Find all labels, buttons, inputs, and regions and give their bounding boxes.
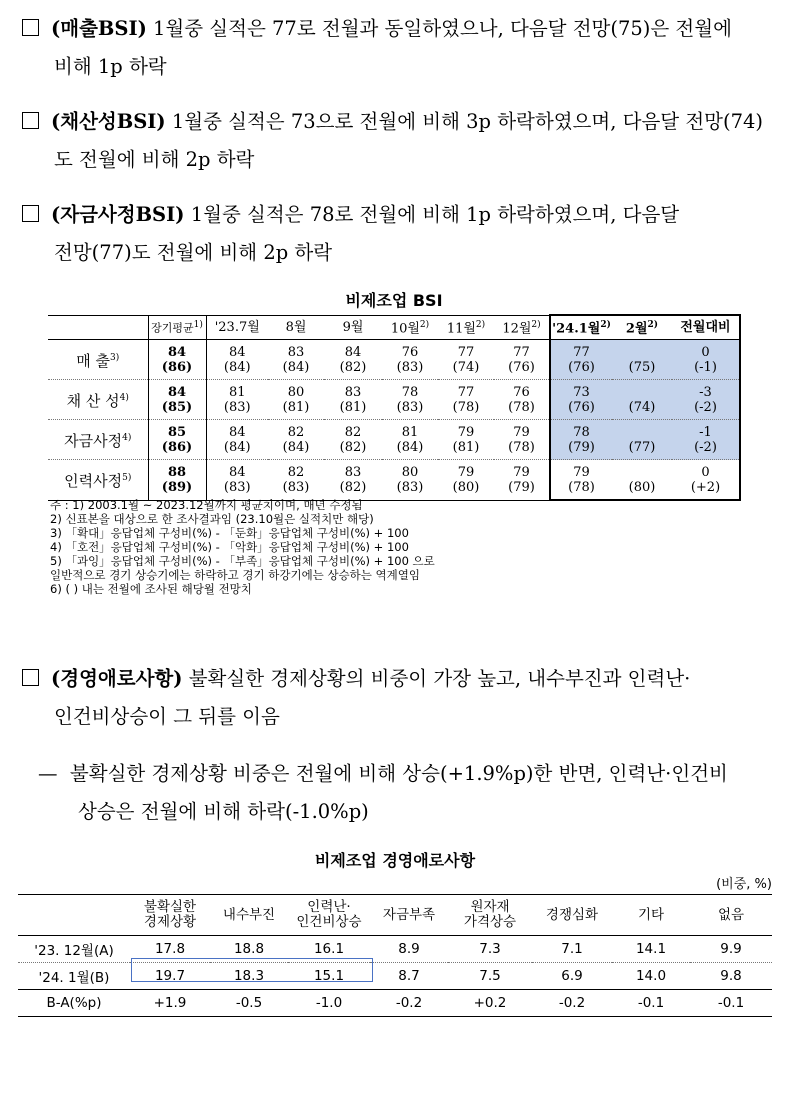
mgmt-cell: 18.8 [210, 936, 288, 963]
bsi-header-row [48, 315, 740, 340]
bsi-cell: 83 (81) [324, 380, 382, 420]
dash-marker: — [38, 762, 58, 785]
mgmt-col-header: 경쟁심화 [532, 895, 612, 936]
mgmt-cell: 17.8 [130, 936, 210, 963]
mgmt-row-label: '23. 12월(A) [18, 936, 130, 963]
mgmt-cell: 15.1 [288, 963, 370, 990]
mgmt-cell: -0.1 [612, 990, 690, 1017]
bsi-cell: 84 (83) [206, 460, 268, 501]
checkbox-square-icon [22, 669, 39, 686]
note-line: 3) 「확대」응답업체 구성비(%) - 「둔화」응답업체 구성비(%) + 100 [50, 526, 409, 540]
paragraph-text-cont: 인건비상승이 그 뒤를 이음 [54, 705, 280, 728]
col-header: 전월대비 [672, 315, 740, 340]
col-header: 10월$^{2)}$ [382, 315, 438, 340]
mgmt-cell: 14.0 [612, 963, 690, 990]
checkbox-square-icon [22, 205, 39, 222]
mgmt-cell: -1.0 [288, 990, 370, 1017]
bsi-cell: 80 (81) [268, 380, 324, 420]
col-header: 11월$^{2)}$ [438, 315, 494, 340]
bsi-row [48, 420, 740, 460]
bsi-cell-longterm: 84 (86) [148, 340, 206, 380]
bsi-cell: 80 (83) [382, 460, 438, 501]
col-header: '24.1월$^{2)}$ [550, 315, 612, 340]
col-header: 8월 [268, 315, 324, 340]
mgmt-cell: 16.1 [288, 936, 370, 963]
note-line: 2) 신표본을 대상으로 한 조사결과임 (23.10월은 실적치만 해당) [50, 512, 374, 526]
mgmt-cell: 8.7 [370, 963, 448, 990]
bsi-cell: 81 (83) [206, 380, 268, 420]
bsi-cell: 84 (84) [206, 340, 268, 380]
mgmt-row-label: B-A(%p) [18, 990, 130, 1017]
mgmt-cell: 6.9 [532, 963, 612, 990]
mgmt-cell: 7.3 [448, 936, 532, 963]
bsi-cell: 79 (78) [494, 420, 550, 460]
paragraph-management-issues [18, 660, 786, 736]
paragraph-text-cont: 도 전월에 비해 2p 하락 [54, 148, 255, 171]
checkbox-square-icon [22, 112, 39, 129]
mgmt-cell: 7.1 [532, 936, 612, 963]
bsi-row-label: 채 산 성$^{4)}$ [48, 380, 148, 420]
bsi-cell: -3 (-2) [672, 380, 740, 420]
bsi-cell: 77 (76) [550, 340, 612, 380]
mgmt-col-header: 불확실한 경제상황 [130, 895, 210, 936]
bsi-row [48, 380, 740, 420]
bsi-cell: 77 (78) [438, 380, 494, 420]
bsi-cell: 77 (76) [494, 340, 550, 380]
bsi-cell: 0 (+2) [672, 460, 740, 501]
mgmt-header-row [18, 895, 772, 936]
dash-text: 불확실한 경제상황 비중은 전월에 비해 상승(+1.9%p)한 반면, 인력난·인건비 [69, 762, 728, 785]
dash-paragraph [38, 755, 786, 831]
paragraph-text-cont: 전망(77)도 전월에 비해 2p 하락 [54, 241, 333, 264]
note-line: 6) ( ) 내는 전월에 조사된 해당월 전망치 [50, 582, 252, 596]
bsi-cell-longterm: 85 (86) [148, 420, 206, 460]
bsi-cell: 84 (84) [206, 420, 268, 460]
mgmt-row [18, 990, 772, 1017]
bsi-table [48, 314, 741, 501]
paragraph-label: (경영애로사항) [51, 667, 183, 690]
bsi-cell: 83 (84) [268, 340, 324, 380]
mgmt-col-header: 원자재 가격상승 [448, 895, 532, 936]
bsi-row-label: 자금사정$^{4)}$ [48, 420, 148, 460]
paragraph-text: 1월중 실적은 73으로 전월에 비해 3p 하락하였으며, 다음달 전망(74) [171, 110, 764, 133]
bsi-cell: (80) [612, 460, 672, 501]
bsi-cell: 76 (83) [382, 340, 438, 380]
mgmt-cell: 9.9 [690, 936, 772, 963]
bsi-cell: (77) [612, 420, 672, 460]
bsi-cell: 79 (79) [494, 460, 550, 501]
bsi-cell: 79 (80) [438, 460, 494, 501]
mgmt-col-header: 내수부진 [210, 895, 288, 936]
paragraph-label: (매출BSI) [51, 17, 147, 40]
paragraph-text-cont: 비해 1p 하락 [54, 55, 167, 78]
paragraph-text: 1월중 실적은 78로 전월에 비해 1p 하락하였으며, 다음달 [190, 203, 680, 226]
bsi-row-label: 매 출$^{3)}$ [48, 340, 148, 380]
paragraph-text: 불확실한 경제상황의 비중이 가장 높고, 내수부진과 인력난· [188, 667, 691, 690]
note-line: 5) 「과잉」응답업체 구성비(%) - 「부족」응답업체 구성비(%) + 100 으로 [50, 554, 435, 568]
bsi-cell: 82 (84) [268, 420, 324, 460]
bsi-cell-longterm: 84 (85) [148, 380, 206, 420]
paragraph-funding-bsi [18, 196, 786, 272]
bsi-row [48, 340, 740, 380]
paragraph-text: 1월중 실적은 77로 전월과 동일하였으나, 다음달 전망(75)은 전월에 [153, 17, 732, 40]
paragraph-profit-bsi [18, 103, 786, 179]
bsi-cell: 79 (78) [550, 460, 612, 501]
bsi-cell: 83 (82) [324, 460, 382, 501]
col-header: '23.7월 [206, 315, 268, 340]
mgmt-col-header: 자금부족 [370, 895, 448, 936]
bsi-cell: 82 (82) [324, 420, 382, 460]
bsi-cell: 84 (82) [324, 340, 382, 380]
col-header: 9월 [324, 315, 382, 340]
checkbox-square-icon [22, 19, 39, 36]
col-header-longterm: 장기평균$^{1)}$ [148, 315, 206, 340]
bsi-cell: -1 (-2) [672, 420, 740, 460]
mgmt-cell: 9.8 [690, 963, 772, 990]
mgmt-cell: 18.3 [210, 963, 288, 990]
mgmt-cell: 14.1 [612, 936, 690, 963]
col-header: 2월$^{2)}$ [612, 315, 672, 340]
mgmt-table-title: 비제조업 경영애로사항 [314, 851, 476, 870]
bsi-cell: 76 (78) [494, 380, 550, 420]
mgmt-table [18, 894, 772, 1017]
mgmt-cell: -0.2 [532, 990, 612, 1017]
bsi-cell: 0 (-1) [672, 340, 740, 380]
mgmt-col-header: 없음 [690, 895, 772, 936]
bsi-cell: (74) [612, 380, 672, 420]
bsi-cell: 77 (74) [438, 340, 494, 380]
mgmt-cell: 19.7 [130, 963, 210, 990]
mgmt-cell: 7.5 [448, 963, 532, 990]
dash-text-cont: 상승은 전월에 비해 하락(-1.0%p) [78, 800, 369, 823]
paragraph-label: (자금사정BSI) [51, 203, 185, 226]
mgmt-col-header: 인력난· 인건비상승 [288, 895, 370, 936]
mgmt-row-label: '24. 1월(B) [18, 963, 130, 990]
note-line: 일반적으로 경기 상승기에는 하락하고 경기 하강기에는 상승하는 역계열임 [50, 568, 420, 582]
mgmt-cell: -0.2 [370, 990, 448, 1017]
highlight-box [131, 958, 373, 982]
bsi-cell: 82 (83) [268, 460, 324, 501]
bsi-cell: 78 (79) [550, 420, 612, 460]
mgmt-cell: 8.9 [370, 936, 448, 963]
bsi-table-notes [50, 498, 435, 596]
bsi-cell: 81 (84) [382, 420, 438, 460]
bsi-cell: 73 (76) [550, 380, 612, 420]
bsi-row-label: 인력사정$^{5)}$ [48, 460, 148, 501]
bsi-cell: 79 (81) [438, 420, 494, 460]
mgmt-col-header: 기타 [612, 895, 690, 936]
note-line: 4) 「호전」응답업체 구성비(%) - 「악화」응답업체 구성비(%) + 100 [50, 540, 409, 554]
note-line: 주 : 1) 2003.1월 ~ 2023.12월까지 평균치이며, 매년 수정됨 [50, 498, 363, 512]
bsi-table-title: 비제조업 BSI [345, 291, 443, 310]
bsi-cell: (75) [612, 340, 672, 380]
mgmt-cell: +0.2 [448, 990, 532, 1017]
paragraph-sales-bsi [18, 10, 786, 86]
col-header: 12월$^{2)}$ [494, 315, 550, 340]
bsi-row [48, 460, 740, 501]
mgmt-cell: -0.1 [690, 990, 772, 1017]
mgmt-cell: +1.9 [130, 990, 210, 1017]
mgmt-table-unit: (비중, %) [716, 877, 772, 892]
bsi-cell-longterm: 88 (89) [148, 460, 206, 501]
bsi-cell: 78 (83) [382, 380, 438, 420]
paragraph-label: (채산성BSI) [51, 110, 166, 133]
mgmt-cell: -0.5 [210, 990, 288, 1017]
